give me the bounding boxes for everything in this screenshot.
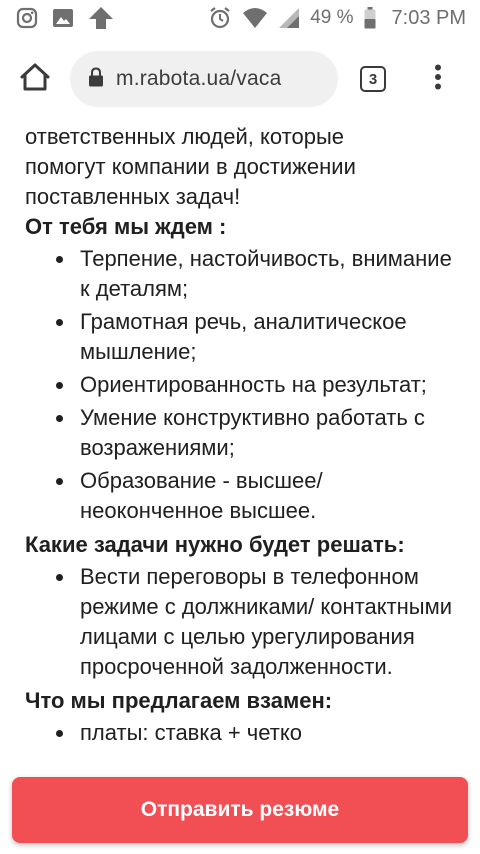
section-title-expectations: От тебя мы ждем : [25, 214, 227, 239]
tasks-list [25, 562, 455, 682]
intro-line: помогут компании в достижении [25, 154, 356, 179]
cta-container [0, 770, 480, 854]
battery-icon [364, 7, 376, 29]
instagram-icon [16, 7, 38, 29]
tabs-button[interactable] [338, 44, 408, 114]
status-left [16, 6, 114, 30]
list-item: Ориентированность на результат; [80, 370, 455, 400]
expectations-list [25, 244, 455, 526]
status-right [208, 6, 466, 30]
tab-count: 3 [368, 70, 378, 88]
send-resume-button[interactable]: Отправить резюме [12, 777, 468, 843]
list-item: платы: ставка + четко [80, 718, 455, 748]
more-vert-icon [434, 64, 442, 95]
battery-percent: 49 % [310, 7, 354, 28]
address-bar[interactable] [70, 51, 338, 107]
list-item: Умение конструктивно работать с возражениями; [80, 403, 455, 463]
intro-line: ответственных людей, которые [25, 124, 344, 149]
list-item: Образование - высшее/ неоконченное высшее. [80, 466, 455, 526]
home-icon [20, 63, 50, 96]
alarm-icon [208, 6, 232, 30]
browser-toolbar [0, 36, 480, 122]
intro-line: поставленных задач! [25, 184, 241, 209]
vacancy-content [0, 122, 480, 854]
more-menu-button[interactable] [408, 44, 468, 114]
section-title-offer: Что мы предлагаем взамен: [25, 688, 333, 713]
offer-list [25, 718, 455, 748]
wifi-icon [242, 7, 268, 29]
list-item: Вести переговоры в телефонном режиме с должниками/ контактными лицами с целью урегулирования просроченной задолженности. [80, 562, 455, 682]
list-item: Терпение, настойчивость, внимание к деталям; [80, 244, 455, 304]
status-bar [0, 0, 480, 36]
url-text: m.rabota.ua/vaca [116, 67, 282, 90]
list-item: Грамотная речь, аналитическое мышление; [80, 307, 455, 367]
tabs-icon [360, 66, 386, 92]
upload-arrow-icon [88, 6, 114, 30]
section-title-tasks: Какие задачи нужно будет решать: [25, 532, 405, 557]
lock-icon [88, 67, 104, 92]
status-time: 7:03 PM [391, 6, 466, 29]
image-icon [52, 7, 74, 29]
home-button[interactable] [0, 44, 70, 114]
signal-icon [278, 7, 300, 29]
